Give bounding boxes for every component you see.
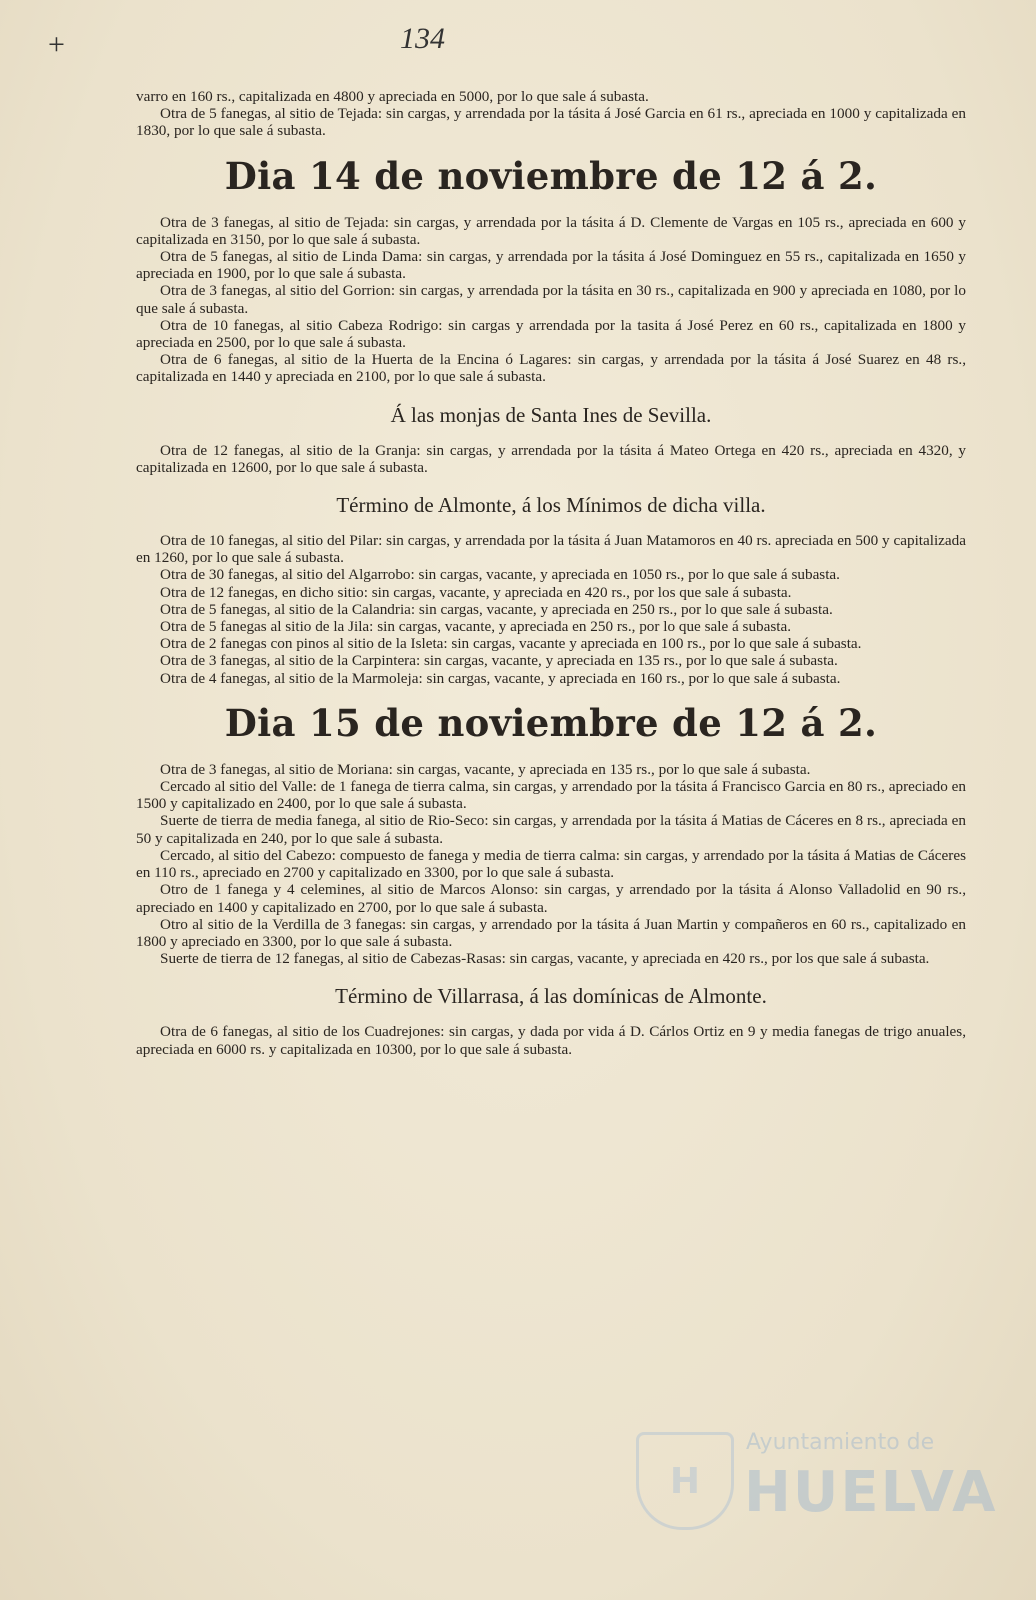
day15-item-7: Suerte de tierra de 12 fanegas, al sitio de Cabezas-Rasas: sin cargas, vacante, y apreciada en 420 rs., por los que sale á subasta.: [160, 950, 930, 968]
day15-item-2: Cercado al sitio del Valle: de 1 fanega de tierra calma, sin cargas, y arrendado por la tásita á Francisco Garcia en 80 rs., apreciado en 1500 y capitalizado en 2400, por lo que sale á subasta.: [136, 778, 966, 813]
monjas-item-1: Otra de 12 fanegas, al sitio de la Granja: sin cargas, y arrendada por la tásita á Mateo Ortega en 420 rs., apreciada en 4320, y capitalizada en 12600, por lo que sale á subasta.: [136, 441, 966, 476]
villarrasa-heading: Término de Villarrasa, á las domínicas de Almonte.: [335, 984, 767, 1009]
almonte-item-3: Otra de 12 fanegas, en dicho sitio: sin cargas, vacante, y apreciada en 420 rs., por los que sale á subasta.: [160, 583, 792, 601]
day15-item-3: Suerte de tierra de media fanega, al sitio de Rio-Seco: sin cargas, y arrendada por la tásita á Matias de Cáceres en 8 rs., apreciada en 50 y capitalizada en 240, por lo que sale á subasta.: [136, 812, 966, 847]
watermark-main-text: HUELVA: [744, 1460, 998, 1525]
day14-item-1: Otra de 3 fanegas, al sitio de Tejada: sin cargas, y arrendada por la tásita á D. Clemente de Vargas en 105 rs., apreciada en 600 y capitalizada en 3150, por lo que sale á subasta.: [136, 213, 966, 248]
almonte-item-2: Otra de 30 fanegas, al sitio del Algarrobo: sin cargas, vacante, y apreciada en 1050 rs., por lo que sale á subasta.: [160, 566, 840, 584]
intro-paragraph-1: varro en 160 rs., capitalizada en 4800 y apreciada en 5000, por lo que sale á subasta.: [136, 88, 649, 105]
day15-item-4: Cercado, al sitio del Cabezo: compuesto de fanega y media de tierra calma: sin cargas, y arrendado por la tásita á Matias de Cáceres en 110 rs., apreciado en 2700 y capitalizado en 3300, por lo que sale á subasta.: [136, 846, 966, 882]
day-15-heading: Dia 15 de noviembre de 12 á 2.: [224, 700, 878, 745]
day14-item-3: Otra de 3 fanegas, al sitio del Gorrion: sin cargas, y arrendada por la tásita en 30 rs., capitalizada en 900 y apreciada en 1080, por lo que sale á subasta.: [136, 282, 966, 317]
day15-item-6: Otro al sitio de la Verdilla de 3 fanegas: sin cargas, y arrendado por la tásita á Juan Martin y compañeros en 60 rs., capitalizado en 1800 y apreciado en 3300, por lo que sale á subasta.: [136, 915, 966, 950]
page-number: 134: [400, 22, 445, 55]
watermark-top-text: Ayuntamiento de: [746, 1430, 935, 1455]
almonte-item-8: Otra de 4 fanegas, al sitio de la Marmoleja: sin cargas, vacante, y apreciada en 160 rs., por lo que sale á subasta.: [160, 669, 841, 687]
almonte-heading: Término de Almonte, á los Mínimos de dicha villa.: [336, 493, 766, 518]
day-14-heading: Dia 14 de noviembre de 12 á 2.: [224, 153, 878, 198]
almonte-item-5: Otra de 5 fanegas al sitio de la Jila: sin cargas, vacante, y apreciada en 250 rs., por lo que sale á subasta.: [160, 618, 792, 636]
day14-item-5: Otra de 6 fanegas, al sitio de la Huerta de la Encina ó Lagares: sin cargas, y arrendada por la tásita á José Suarez en 48 rs., capitalizada en 1440 y apreciada en 2100, por lo que sale á subasta.: [136, 351, 966, 386]
intro-paragraph-2: Otra de 5 fanegas, al sitio de Tejada: sin cargas, y arrendada por la tásita á José Garcia en 61 rs., apreciada en 1000 y capitalizada en 1830, por lo que sale á subasta.: [136, 105, 966, 140]
shield-icon: H: [636, 1432, 734, 1530]
almonte-item-1: Otra de 10 fanegas, al sitio del Pilar: sin cargas, y arrendada por la tásita á Juan Matamoros en 40 rs. apreciada en 500 y capitalizada en 1260, por lo que sale á subasta.: [136, 532, 966, 567]
day15-item-1: Otra de 3 fanegas, al sitio de Moriana: sin cargas, vacante, y apreciada en 135 rs., por lo que sale á subasta.: [160, 760, 811, 778]
day14-item-2: Otra de 5 fanegas, al sitio de Linda Dama: sin cargas, y arrendada por la tásita á José Dominguez en 55 rs., capitalizada en 1650 y apreciada en 1900, por lo que sale á subasta.: [136, 248, 966, 283]
almonte-item-4: Otra de 5 fanegas, al sitio de la Calandria: sin cargas, vacante, y apreciada en 250 rs., por lo que sale á subasta.: [160, 600, 833, 618]
watermark-logo: [636, 1420, 998, 1530]
villarrasa-item-1: Otra de 6 fanegas, al sitio de los Cuadrejones: sin cargas, y dada por vida á D. Cárlos Ortiz en 9 y media fanegas de trigo anuales, apreciada en 6000 rs. y capitalizada en 10300, por lo que sale á subasta.: [136, 1023, 966, 1058]
almonte-item-6: Otra de 2 fanegas con pinos al sitio de la Isleta: sin cargas, vacante y apreciada en 100 rs., por lo que sale á subasta.: [160, 635, 862, 653]
monjas-heading: Á las monjas de Santa Ines de Sevilla.: [390, 402, 712, 427]
margin-mark: +: [48, 28, 65, 61]
document-body: [136, 88, 966, 1058]
day15-item-5: Otro de 1 fanega y 4 celemines, al sitio de Marcos Alonso: sin cargas, y arrendado por la tásita á Alonso Valladolid en 90 rs., apreciado en 1400 y capitalizado en 2700, por lo que sale á subasta.: [136, 881, 966, 916]
day14-item-4: Otra de 10 fanegas, al sitio Cabeza Rodrigo: sin cargas y arrendada por la tasita á José Perez en 60 rs., capitalizada en 1800 y apreciada en 2500, por lo que sale á subasta.: [136, 316, 966, 352]
almonte-item-7: Otra de 3 fanegas, al sitio de la Carpintera: sin cargas, vacante, y apreciada en 135 rs., por lo que sale á subasta.: [160, 652, 838, 670]
